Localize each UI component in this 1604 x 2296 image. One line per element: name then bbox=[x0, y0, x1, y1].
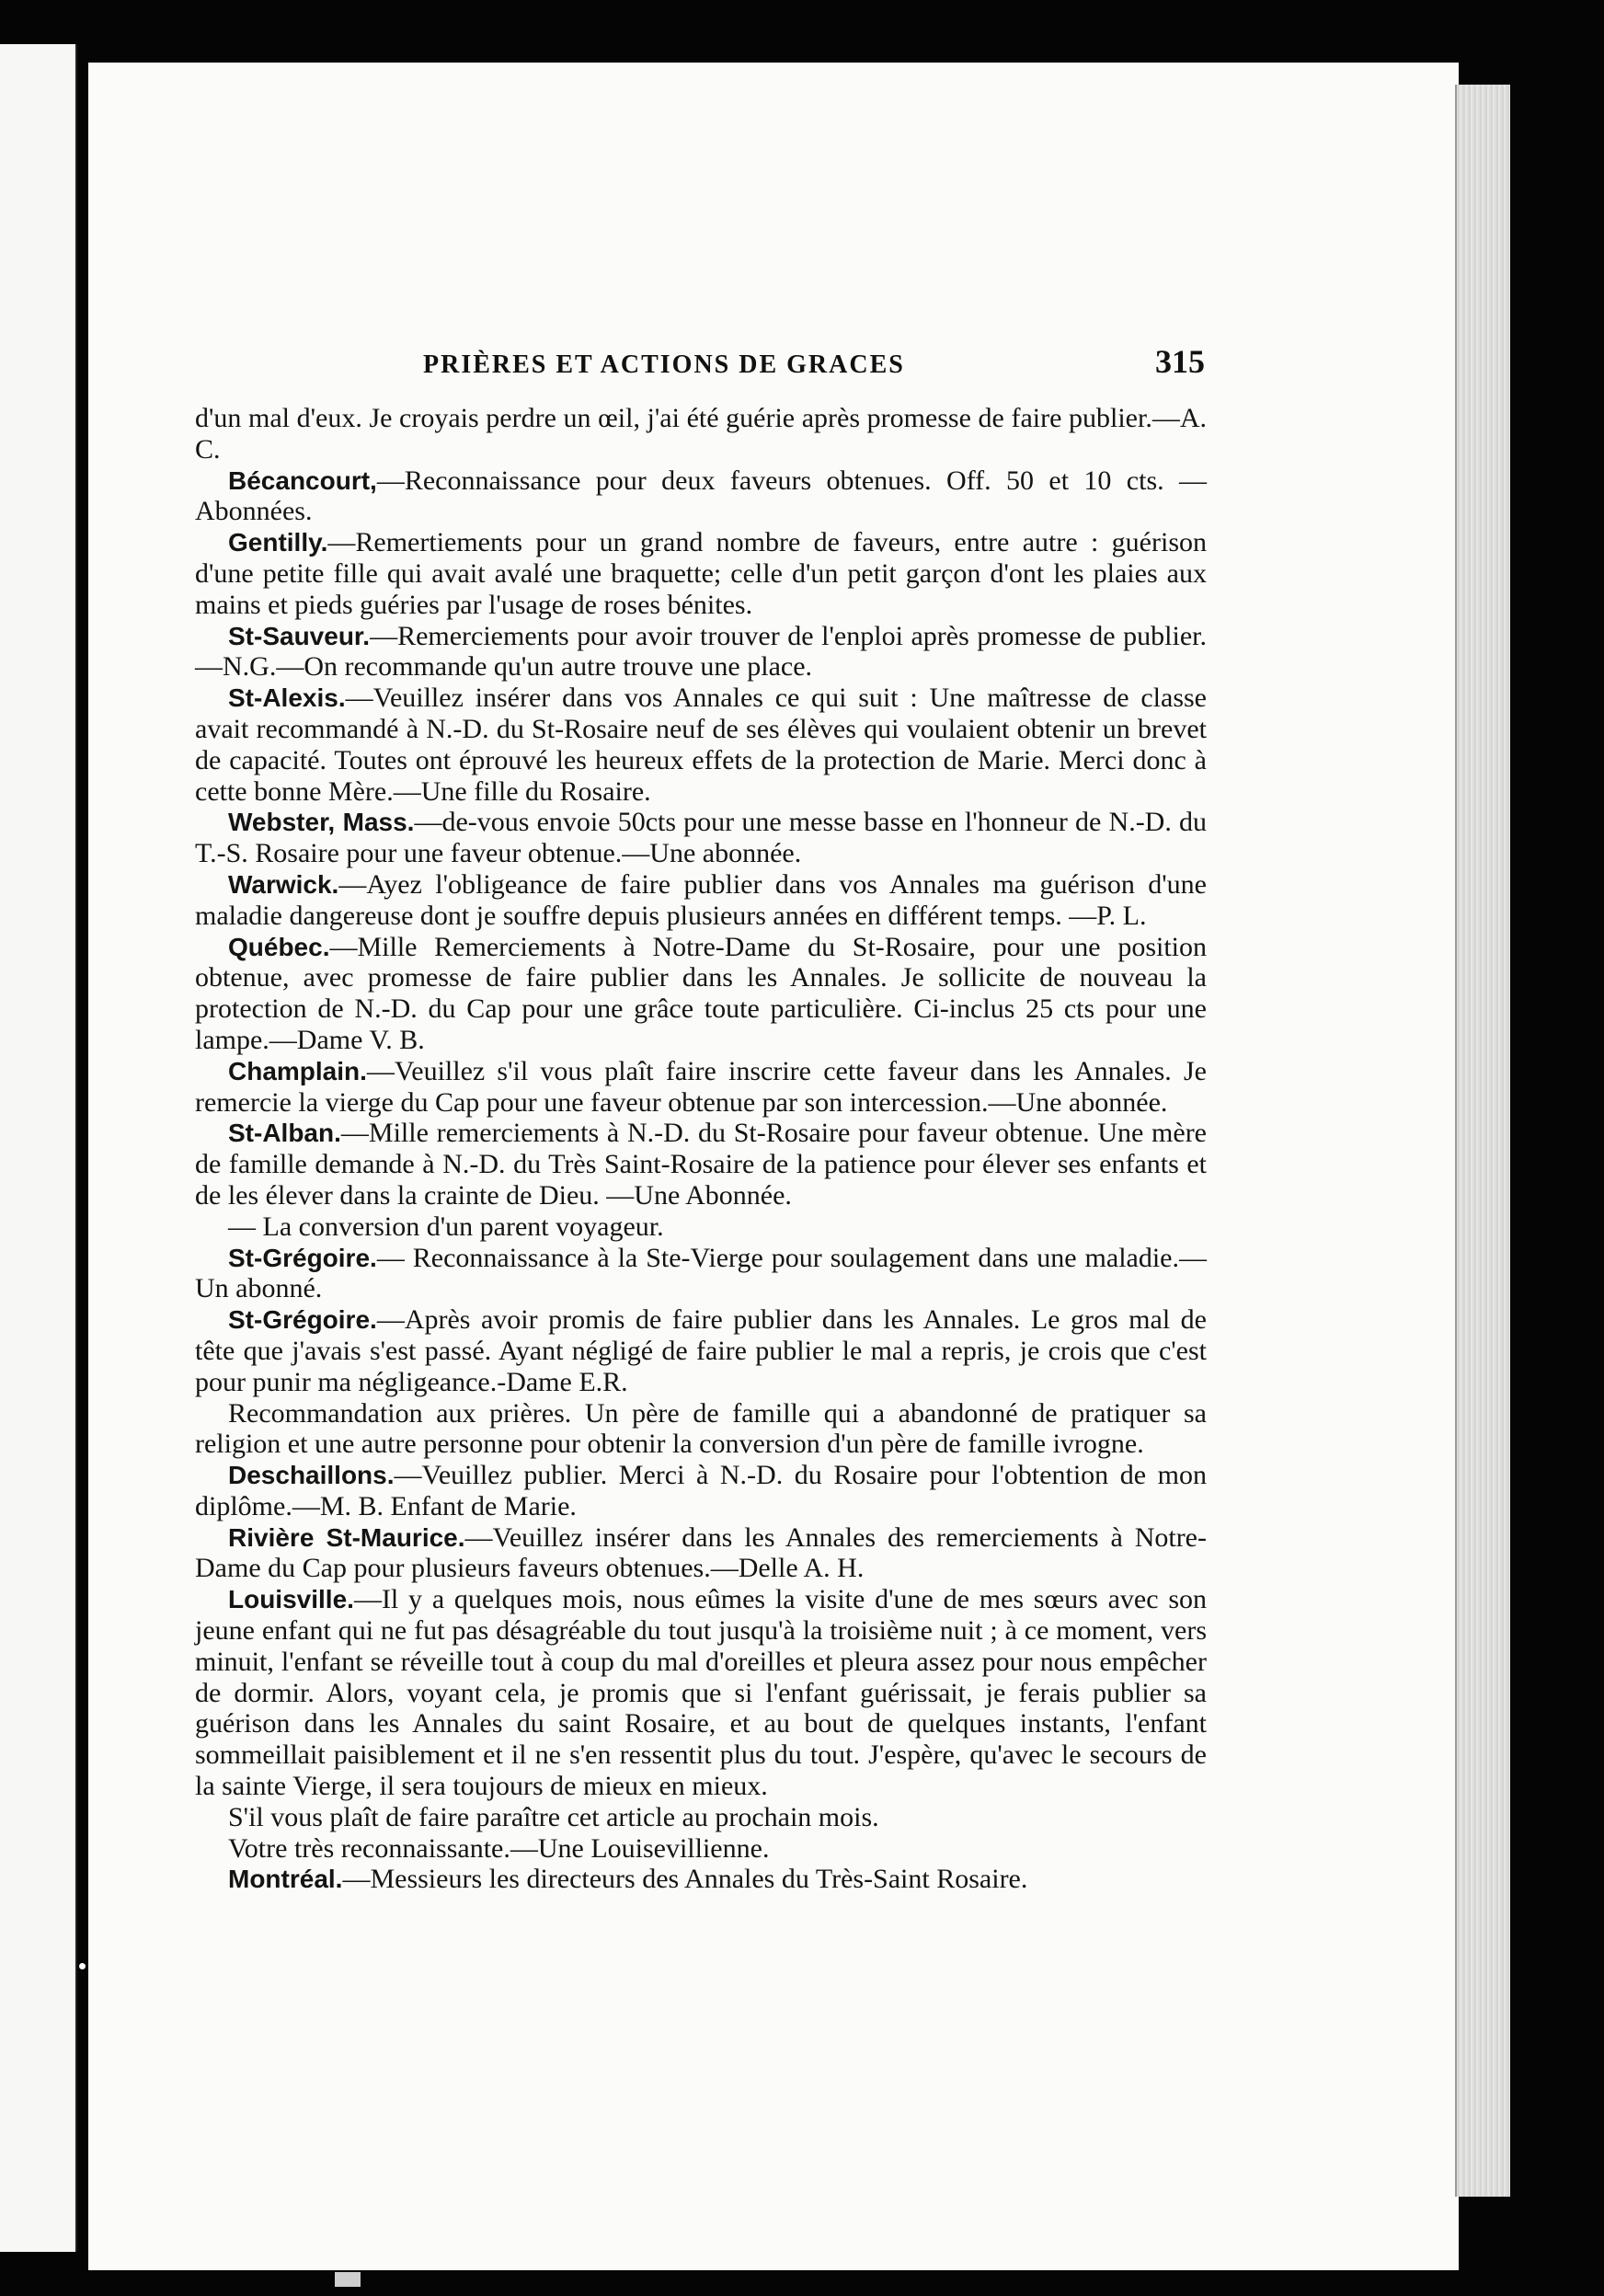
paragraph-text: Votre très reconnaissante.—Une Louisevillienne. bbox=[228, 1832, 770, 1864]
place-name: Champlain. bbox=[228, 1056, 367, 1085]
paragraph bbox=[195, 1211, 1207, 1243]
paragraph bbox=[195, 1864, 1207, 1895]
paragraph bbox=[195, 1243, 1207, 1305]
paragraph-text: —Veuillez insérer dans les Annales des remerciements à Notre-Dame du Cap pour plusieurs faveurs obtenues.—Delle A. H. bbox=[195, 1521, 1207, 1584]
place-name: Bécancourt, bbox=[228, 465, 377, 495]
place-name: Rivière St-Maurice. bbox=[228, 1522, 465, 1552]
place-name: St-Grégoire. bbox=[228, 1243, 377, 1272]
paragraph bbox=[195, 621, 1207, 683]
paragraph-text: —Après avoir promis de faire publier dans les Annales. Le gros mal de tête que j'avais s'est passé. Ayant négligé de faire publier le mal a repris, je crois que c'est pour punir ma négligeance.-Dame E.R. bbox=[195, 1304, 1207, 1397]
paragraph bbox=[195, 932, 1207, 1056]
place-name: Louisville. bbox=[228, 1585, 354, 1614]
paragraph bbox=[195, 527, 1207, 620]
paragraph-text: —Veuillez insérer dans vos Annales ce qui suit : Une maîtresse de classe avait recommandé à N.-D. du St-Rosaire neuf de ses élèves qui voulaient obtenir un brevet de capacité. Toutes ont éprouvé les heureux effets de la protection de Marie. Merci donc à cette bonne Mère.—Une fille du Rosaire. bbox=[195, 683, 1207, 807]
paragraph bbox=[195, 1833, 1207, 1865]
place-name: St-Sauveur. bbox=[228, 621, 371, 650]
running-title: PRIÈRES ET ACTIONS DE GRACES bbox=[423, 350, 905, 379]
paragraph-text: —Veuillez publier. Merci à N.-D. du Rosaire pour l'obtention de mon diplôme.—M. B. Enfant de Marie. bbox=[195, 1460, 1207, 1521]
paragraph-text: — Reconnaissance à la Ste-Vierge pour soulagement dans une maladie.—Un abonné. bbox=[195, 1242, 1207, 1304]
paragraph-text: S'il vous plaît de faire paraître cet article au prochain mois. bbox=[228, 1801, 879, 1832]
place-name: Montréal. bbox=[228, 1865, 343, 1894]
place-name: St-Grégoire. bbox=[228, 1305, 377, 1335]
paragraph bbox=[195, 1398, 1207, 1461]
paragraph bbox=[195, 683, 1207, 807]
paragraph bbox=[195, 1118, 1207, 1211]
scan-speck bbox=[335, 2272, 361, 2287]
place-name: Gentilly. bbox=[228, 528, 328, 557]
paragraph bbox=[195, 1056, 1207, 1119]
paragraph bbox=[195, 465, 1207, 528]
paragraph-text: —Il y a quelques mois, nous eûmes la visite d'une de mes sœurs avec son jeune enfant qui ne fut pas désagréable du tout jusqu'à la troisième nuit ; à ce moment, vers minuit, l'enfant se réveille tout à coup du mal d'oreilles et pleura assez pour nous empêcher de dormir. Alors, voyant cela, je promis que si l'enfant guérissait, je ferais publier sa guérison dans les Annales du saint Rosaire, et au bout de quelques instants, l'enfant sommeillait paisiblement et il ne s'en ressentit plus du tout. J'espère, qu'avec le secours de la sainte Vierge, il sera toujours de mieux en mieux. bbox=[195, 1584, 1207, 1802]
place-name: Deschaillons. bbox=[228, 1461, 395, 1490]
paragraph bbox=[195, 1584, 1207, 1802]
paragraph-text: —Remerciements pour avoir trouver de l'enploi après promesse de publier. —N.G.—On recommande qu'un autre trouve une place. bbox=[195, 620, 1207, 683]
paragraph-text: —Veuillez s'il vous plaît faire inscrire cette faveur dans les Annales. Je remercie la vierge du Cap pour une faveur obtenue par son intercession.—Une abonnée. bbox=[195, 1055, 1207, 1118]
paragraph bbox=[195, 1460, 1207, 1522]
margin-mark bbox=[79, 1963, 86, 1969]
running-head bbox=[423, 342, 1205, 381]
paragraph-text: —Messieurs les directeurs des Annales du Très-Saint Rosaire. bbox=[342, 1864, 1028, 1895]
place-name: Warwick. bbox=[228, 869, 339, 899]
place-name: Québec. bbox=[228, 932, 330, 961]
paragraph-text: —Mille remerciements à N.-D. du St-Rosaire pour faveur obtenue. Une mère de famille demande à N.-D. du Très Saint-Rosaire de la patience pour élever ses enfants et de les élever dans la crainte de Dieu. —Une Abonnée. bbox=[195, 1118, 1207, 1211]
place-name: St-Alexis. bbox=[228, 683, 346, 713]
paragraph-text: — La conversion d'un parent voyageur. bbox=[228, 1211, 664, 1242]
paragraph-text: —Ayez l'obligeance de faire publier dans vos Annales ma guérison d'une maladie dangereuse dont je souffre depuis plusieurs années en différent temps. —P. L. bbox=[195, 868, 1207, 931]
paragraph-text: —Mille Remerciements à Notre-Dame du St-Rosaire, pour une position obtenue, avec promesse de faire publier dans les Annales. Je sollicite de nouveau la protection de N.-D. du Cap pour une grâce toute particulière. Ci-inclus 25 cts pour une lampe.—Dame V. B. bbox=[195, 931, 1207, 1055]
paragraph bbox=[195, 807, 1207, 869]
paragraph bbox=[195, 1522, 1207, 1585]
paragraph-text: Recommandation aux prières. Un père de famille qui a abandonné de pratiquer sa religion et une autre personne pour obtenir la conversion d'un père de famille ivrogne. bbox=[195, 1397, 1207, 1460]
paragraph-text: —Remertiements pour un grand nombre de faveurs, entre autre : guérison d'une petite fille qui avait avalé une braquette; celle d'un petit garçon d'ont les plaies aux mains et pieds guéries par l'usage de roses bénites. bbox=[195, 527, 1207, 620]
paragraph bbox=[195, 403, 1207, 465]
paragraph bbox=[195, 869, 1207, 932]
paragraph-text: —de-vous envoie 50cts pour une messe basse en l'honneur de N.-D. du T.-S. Rosaire pour une faveur obtenue.—Une abonnée. bbox=[195, 807, 1207, 869]
facing-page-edge bbox=[0, 44, 77, 2252]
text-block bbox=[195, 403, 1207, 1895]
place-name: Webster, Mass. bbox=[228, 808, 415, 837]
paragraph bbox=[195, 1802, 1207, 1833]
page-stack-edge bbox=[1455, 85, 1510, 2197]
page-number: 315 bbox=[1155, 343, 1205, 380]
paragraph-text: d'un mal d'eux. Je croyais perdre un œil, j'ai été guérie après promesse de faire publier.—A. C. bbox=[195, 403, 1207, 465]
paragraph-text: —Reconnaissance pour deux faveurs obtenues. Off. 50 et 10 cts. —Abonnées. bbox=[195, 465, 1207, 527]
place-name: St-Alban. bbox=[228, 1119, 341, 1148]
paragraph bbox=[195, 1304, 1207, 1397]
